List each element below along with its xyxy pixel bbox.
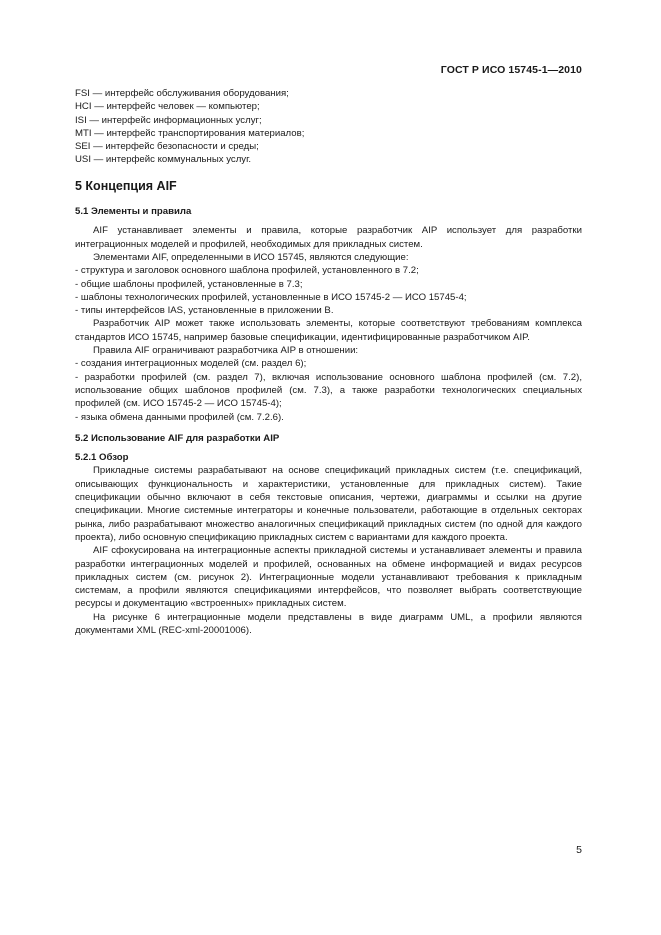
subsection-heading: 5.2 Использование AIF для разработки AIP [75,432,280,444]
page-content [75,87,582,637]
paragraph: Элементами AIF, определенными в ИСО 15745, являются следующие: [93,251,409,263]
paragraph: Разработчик AIP может также использовать элементы, которые соответствуют требованиям комплекса стандартов ИСО 15745, например базовые спецификации, идентифицированные разработчиком AIP. [75,318,582,343]
abbreviation-list [75,87,582,167]
list-item: - типы интерфейсов IAS, установленные в приложении В. [75,305,334,317]
list-item: - создания интеграционных моделей (см. раздел 6); [75,358,307,370]
paragraph: Правила AIF ограничивают разработчика AIP в отношении: [93,345,359,357]
paragraph: AIF сфокусирована на интеграционные аспекты прикладной системы и устанавливает элементы и правила разработки интеграционных моделей и профилей, основанных на обмене информацией и видах ресурсов прикладных систем (см. рисунок 2). Интеграционные модели устанавливают требования к прикладным системам, а профили являются спецификациями интерфейсов, что позволяет выбрать соответствующие ресурсы и документацию «встроенных» прикладных систем. [75,545,582,610]
subsection-heading: 5.1 Элементы и правила [75,206,192,218]
abbreviation-item: HCI — интерфейс человек — компьютер; [75,101,260,113]
list-item: - языка обмена данными профилей (см. 7.2.6). [75,411,284,423]
page-number: 5 [576,844,582,856]
paragraph: Прикладные системы разрабатывают на основе спецификаций прикладных систем (т.е. спецификаций, описывающих функциональность и характеристики, установленные для прикладных систем). Такие спецификации обычно включают в себя текстовые описания, чертежи, диаграммы и ссылки на другие спецификации. Многие системные интеграторы и конечные пользователи, работающие в отдельных секторах рынка, либо разрабатывают множество аналогичных спецификаций прикладных систем (по одной для каждого проекта), либо основную спецификацию прикладных систем с вариантами для каждого проекта. [75,465,582,543]
abbreviation-item: ISI — интерфейс информационных услуг; [75,114,262,126]
list-item: - разработки профилей (см. раздел 7), включая использование основного шаблона профилей (см. 7.2), использование общих шаблонов профилей (см. 7.3), а также разработки технологических специальных профилей (см. ИСО 15745-2 — ИСО 15745-4); [75,371,582,410]
section-heading: 5 Концепция AIF [75,178,177,193]
document-header: ГОСТ Р ИСО 15745-1—2010 [440,64,582,76]
abbreviation-item: MTI — интерфейс транспортирования материалов; [75,127,305,139]
abbreviation-item: FSI — интерфейс обслуживания оборудования; [75,88,289,99]
list-item: - общие шаблоны профилей, установленные в 7.3; [75,278,303,290]
paragraph: AIF устанавливает элементы и правила, которые разработчик AIP использует для разработки интеграционных моделей и профилей, необходимых для прикладных систем. [75,225,582,250]
list-item: - структура и заголовок основного шаблона профилей, установленного в 7.2; [75,265,419,277]
abbreviation-item: SEI — интерфейс безопасности и среды; [75,141,259,153]
paragraph: На рисунке 6 интеграционные модели представлены в виде диаграмм UML, а профили являются документами XML (REC-xml-20001006). [75,611,582,636]
abbreviation-item: USI — интерфейс коммунальных услуг. [75,154,252,166]
subsubsection-heading: 5.2.1 Обзор [75,452,129,464]
list-item: - шаблоны технологических профилей, установленные в ИСО 15745-2 — ИСО 15745-4; [75,291,467,303]
